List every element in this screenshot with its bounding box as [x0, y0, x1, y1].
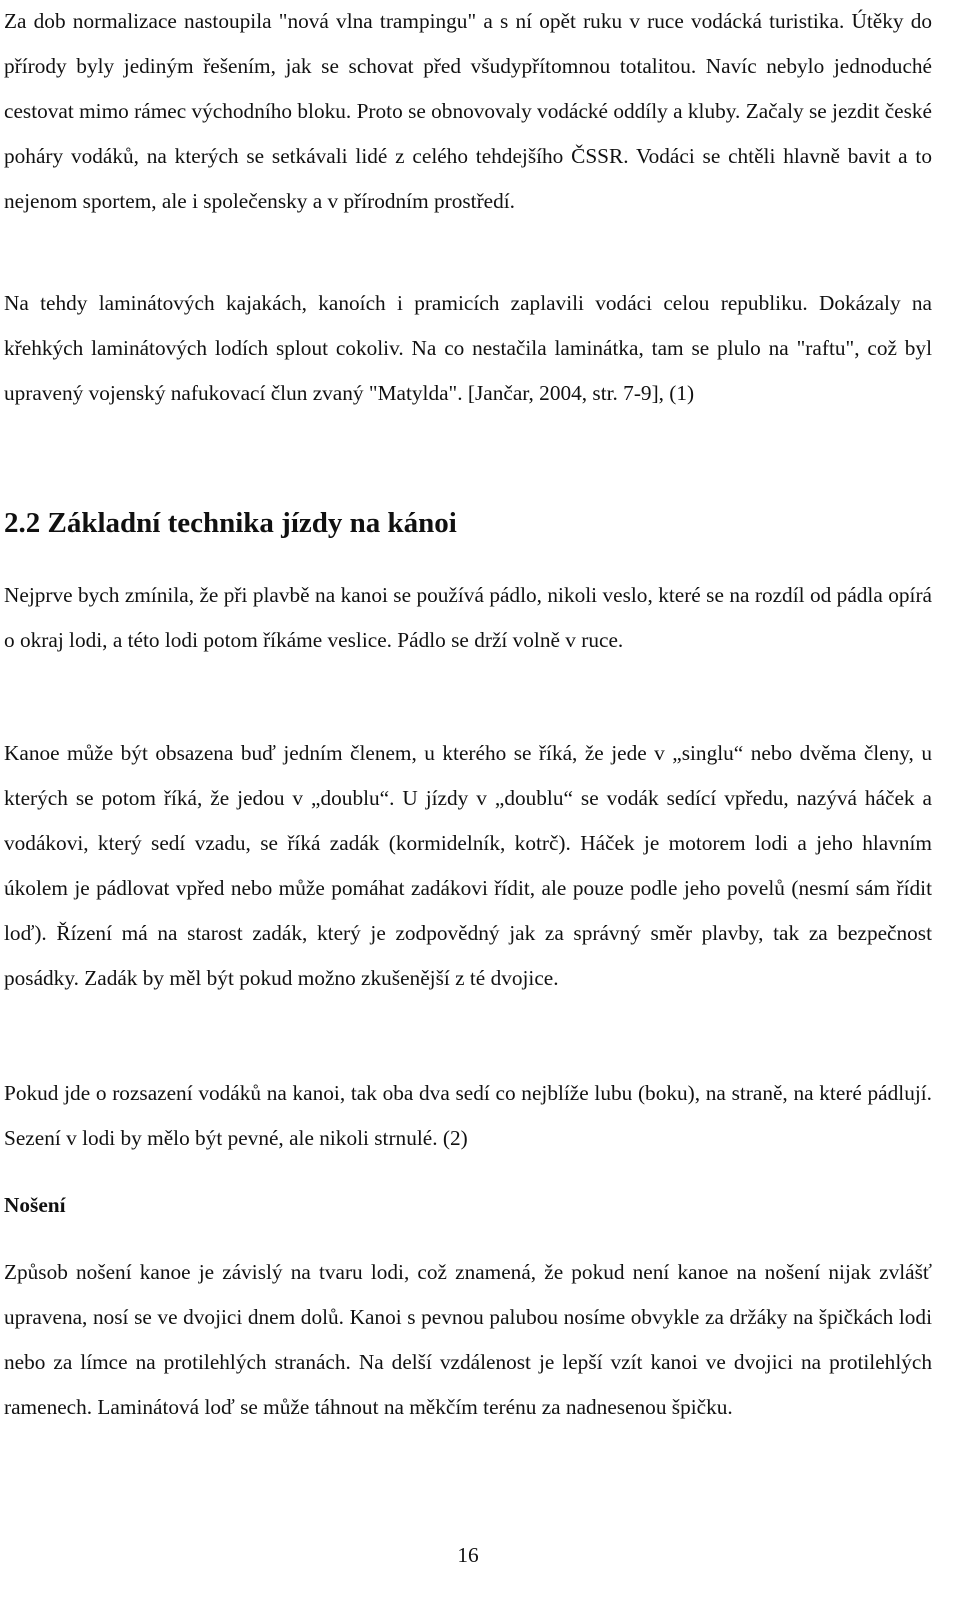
paragraph-carrying: Způsob nošení kanoe je závislý na tvaru lodi, což znamená, že pokud není kanoe na nošení nijak zvlášť upravena, nosí se ve dvojici dnem dolů. Kanoi s pevnou palubou nosíme obvykle za držáky na špičkách lodi nebo za límce na protilehlých stranách. Na delší vzdálenost je lepší vzít kanoi ve dvojici na protilehlých ramenech. Laminátová loď se může táhnout na měkčím terénu za nadnesenou špičku.	[4, 1260, 932, 1419]
section-heading: 2.2 Základní technika jízdy na kánoi	[4, 507, 457, 539]
paragraph-crew-roles: Kanoe může být obsazena buď jedním členem, u kterého se říká, že jede v „singlu“ nebo dvěma členy, u kterých se potom říká, že jedou v „doublu“. U jízdy v „doublu“ se vodák sedící vpředu, nazývá háček a vodákovi, který sedí vzadu, se říká zadák (kormidelník, kotrč). Háček je motorem lodi a jeho hlavním úkolem je pádlovat vpřed nebo může pomáhat zadákovi řídit, ale pouze podle jeho povelů (nesmí sám řídit loď). Řízení má na starost zadák, který je zodpovědný jak za správný směr plavby, tak za bezpečnost posádky. Zadák by měl být pokud možno zkušenější z té dvojice.	[4, 741, 932, 990]
paragraph-paddle: Nejprve bych zmínila, že při plavbě na kanoi se používá pádlo, nikoli veslo, které se na rozdíl od pádla opírá o okraj lodi, a této lodi potom říkáme veslice. Pádlo se drží volně v ruce.	[4, 583, 932, 652]
paragraph-normalization-tramping: Za dob normalizace nastoupila "nová vlna trampingu" a s ní opět ruku v ruce vodácká turistika. Útěky do přírody byly jediným řešením, jak se schovat před všudypřítomnou totalitou. Navíc nebylo jednoduché cestovat mimo rámec východního bloku. Proto se obnovovaly vodácké oddíly a kluby. Začaly se jezdit české poháry vodáků, na kterých se setkávali lidé z celého tehdejšího ČSSR. Vodáci se chtěli hlavně bavit a to nejenom sportem, ale i společensky a v přírodním prostředí.	[4, 9, 932, 213]
paragraph-laminate-boats: Na tehdy laminátových kajakách, kanoích i pramicích zaplavili vodáci celou republiku. Dokázaly na křehkých laminátových lodích splout cokoliv. Na co nestačila laminátka, tam se plulo na "raftu", což byl upravený vojenský nafukovací člun zvaný "Matylda". [Jančar, 2004, str. 7-9], (1)	[4, 291, 932, 405]
subheading-carrying: Nošení	[4, 1193, 66, 1217]
page-number: 16	[457, 1543, 479, 1567]
paragraph-seating: Pokud jde o rozsazení vodáků na kanoi, tak oba dva sedí co nejblíže lubu (boku), na straně, na které pádlují. Sezení v lodi by mělo být pevné, ale nikoli strnulé. (2)	[4, 1081, 932, 1150]
